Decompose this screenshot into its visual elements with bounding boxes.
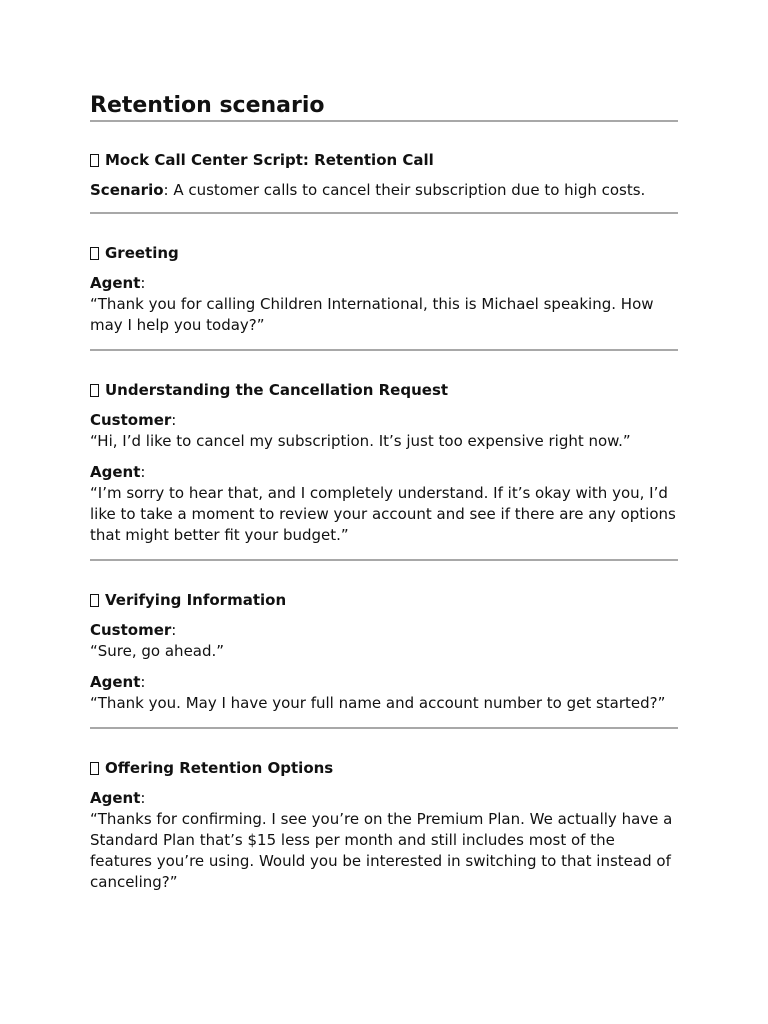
section-greeting [90,243,678,336]
intro-heading [90,150,678,170]
scenario-paragraph [90,180,678,201]
section-heading [90,590,678,610]
dialogue-text: “I’m sorry to hear that, and I completely understand. If it’s okay with you, I’d like to take a moment to review your account and see if there are any options that might better fit your budget.” [90,484,676,544]
dialogue-line: Agent: “Thanks for confirming. I see you’re on the Premium Plan. We actually have a Standard Plan that’s $15 less per month and still includes most of the features you’re using. Would you be interested in switching to that instead of canceling?” [90,788,678,893]
speaker-label: Agent [90,673,141,691]
speaker-label: Agent [90,463,141,481]
section-verifying-information [90,590,678,714]
section-heading-text: Understanding the Cancellation Request [105,381,449,399]
section-heading [90,758,678,778]
dialogue-line: Agent: “I’m sorry to hear that, and I completely understand. If it’s okay with you, I’d like to take a moment to review your account and see if there are any options that might better fit your budget.” [90,462,678,546]
dialogue-line: Customer: “Hi, I’d like to cancel my subscription. It’s just too expensive right now.” [90,410,678,452]
section-heading-text: Greeting [105,244,179,262]
section-divider [90,559,678,561]
dialogue-line: Customer: “Sure, go ahead.” [90,620,678,662]
section-retention-options [90,758,678,893]
scenario-text: : A customer calls to cancel their subscription due to high costs. [163,181,646,199]
speaker-label: Agent [90,274,141,292]
missing-glyph-icon [90,594,99,607]
dialogue-text: “Sure, go ahead.” [90,642,225,660]
section-divider [90,349,678,351]
intro-heading-text: Mock Call Center Script: Retention Call [105,151,434,169]
dialogue-line: Agent: “Thank you for calling Children International, this is Michael speaking. How may I help you today?” [90,273,678,336]
missing-glyph-icon [90,384,99,397]
dialogue-text: “Hi, I’d like to cancel my subscription. It’s just too expensive right now.” [90,432,631,450]
speaker-label: Agent [90,789,141,807]
dialogue-text: “Thanks for confirming. I see you’re on the Premium Plan. We actually have a Standard Plan that’s $15 less per month and still includes most of the features you’re using. Would you be interested in switching to that instead of canceling?” [90,810,673,891]
dialogue-text: “Thank you for calling Children International, this is Michael speaking. How may I help you today?” [90,295,654,334]
missing-glyph-icon [90,247,99,260]
missing-glyph-icon [90,762,99,775]
section-cancellation-request [90,380,678,546]
section-heading-text: Verifying Information [105,591,287,609]
section-heading-text: Offering Retention Options [105,759,334,777]
missing-glyph-icon [90,154,99,167]
speaker-label: Customer [90,621,172,639]
title-divider [90,120,678,122]
section-heading [90,380,678,400]
speaker-label: Customer [90,411,172,429]
intro-section [90,150,678,201]
scenario-label: Scenario [90,181,164,199]
page-title: Retention scenario [90,93,325,118]
dialogue-line: Agent: “Thank you. May I have your full name and account number to get started?” [90,672,678,714]
section-divider [90,212,678,214]
section-divider [90,727,678,729]
dialogue-text: “Thank you. May I have your full name and account number to get started?” [90,694,666,712]
section-heading [90,243,678,263]
